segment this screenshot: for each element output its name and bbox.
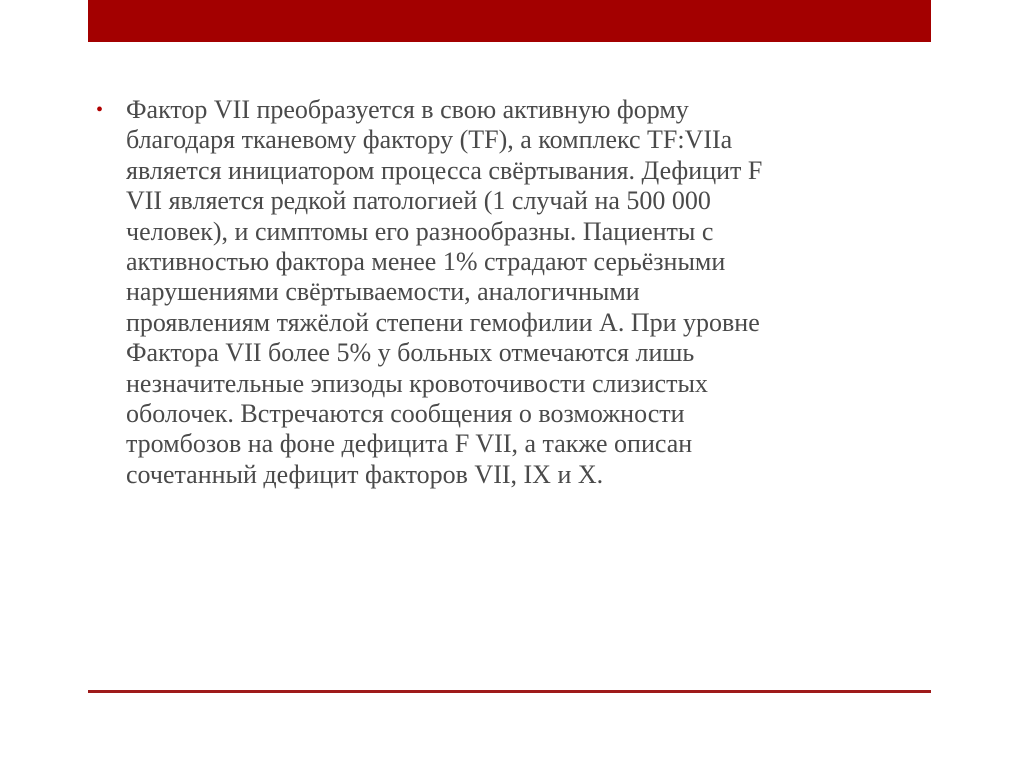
text-line: тромбозов на фоне дефицита F VII, а также описан [126, 429, 693, 459]
text-line: незначительные эпизоды кровоточивости слизистых [126, 368, 708, 398]
text-line: оболочек. Встречаются сообщения о возможности [126, 399, 685, 429]
text-line: проявлениям тяжёлой степени гемофилии А. При уровне [126, 307, 760, 337]
header-accent-band [88, 0, 931, 42]
text-line: является инициатором процесса свёртывания. Дефицит F [126, 155, 763, 185]
text-line: Фактор VII преобразуется в свою активную форму [126, 95, 689, 124]
text-line: VII является редкой патологией (1 случай на 500 000 [126, 186, 711, 216]
text-line: нарушениями свёртываемости, аналогичными [126, 277, 640, 307]
slide-content [96, 95, 916, 490]
text-line: Фактора VII более 5% у больных отмечаются лишь [126, 338, 695, 368]
text-line: активностью фактора менее 1% страдают серьёзными [126, 247, 726, 277]
text-line: благодаря тканевому фактору (TF), а комплекс TF:VIIа [126, 125, 733, 155]
bullet-item [96, 95, 916, 490]
text-line: человек), и симптомы его разнообразны. Пациенты с [126, 216, 714, 246]
text-line: сочетанный дефицит факторов VII, IX и X. [126, 459, 604, 489]
footer-divider [88, 690, 931, 693]
bullet-icon: • [96, 99, 104, 121]
bullet-text [126, 95, 916, 490]
